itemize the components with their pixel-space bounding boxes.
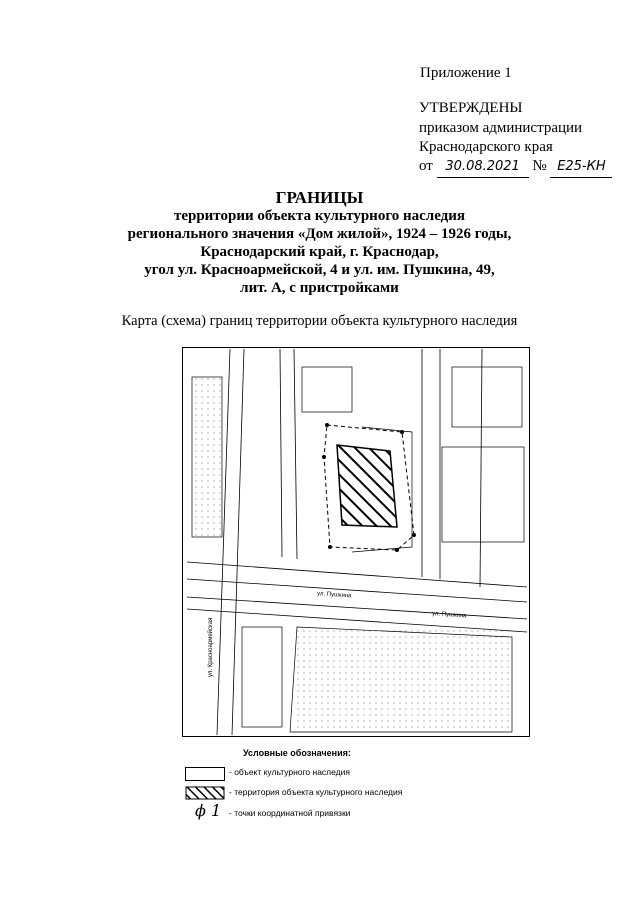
approved-heading: УТВЕРЖДЕНЫ bbox=[419, 100, 523, 116]
approved-by-order: приказом администрации bbox=[419, 120, 583, 136]
handwritten-number: Е25-КН bbox=[550, 156, 612, 178]
title-line-4: угол ул. Красноармейской, 4 и ул. им. Пушкина, 49, bbox=[144, 262, 495, 278]
legend-item-points: - точки координатной привязки bbox=[229, 808, 351, 818]
title-line-3: Краснодарский край, г. Краснодар, bbox=[200, 244, 439, 260]
legend-item-object: - объект культурного наследия bbox=[229, 767, 350, 777]
title-line-1: территории объекта культурного наследия bbox=[173, 208, 466, 224]
legend-swatch-object bbox=[185, 767, 225, 781]
legend-point-symbol: ϕ 1 bbox=[195, 801, 222, 820]
title-line-2: регионального значения «Дом жилой», 1924 – 1926 годы, bbox=[127, 226, 512, 242]
map-caption: Карта (схема) границ территории объекта культурного наследия bbox=[121, 313, 518, 329]
number-label: № bbox=[532, 158, 547, 174]
legend-title: Условные обозначения: bbox=[243, 748, 351, 758]
approval-date-line bbox=[419, 156, 612, 178]
legend-swatch-territory bbox=[185, 786, 225, 800]
heritage-object-hatched bbox=[337, 445, 397, 527]
legend-item-territory: - территория объекта культурного наследия bbox=[229, 787, 403, 797]
approved-region: Краснодарского края bbox=[419, 139, 553, 155]
map-texture bbox=[297, 627, 512, 732]
document-title: ГРАНИЦЫ bbox=[275, 188, 364, 207]
from-label: от bbox=[419, 158, 433, 174]
map-texture bbox=[192, 377, 222, 537]
street-label-pushkina: ул. Пушкина bbox=[316, 591, 352, 600]
handwritten-date: 30.08.2021 bbox=[437, 156, 529, 178]
title-line-5: лит. А, с пристройками bbox=[240, 280, 399, 296]
appendix-label: Приложение 1 bbox=[420, 65, 512, 81]
street-label-krasnoarm: ул. Красноармейская bbox=[208, 617, 214, 677]
site-map bbox=[182, 347, 530, 737]
street-label-pushkina-2: ул. Пушкина bbox=[431, 611, 467, 620]
